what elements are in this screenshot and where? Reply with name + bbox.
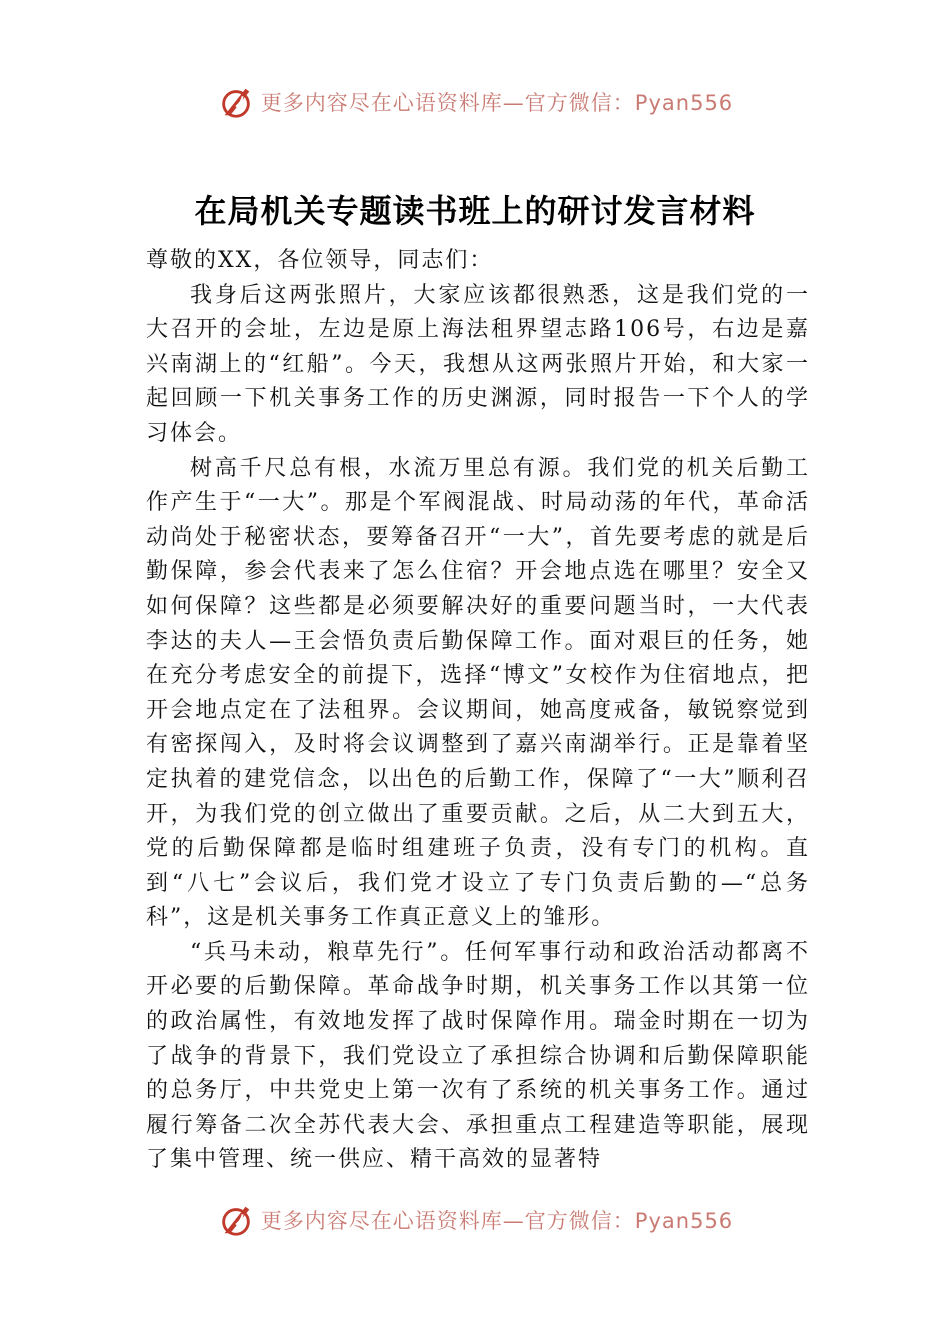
- document-title: 在局机关专题读书班上的研讨发言材料: [194, 192, 756, 230]
- footer-banner-text: 更多内容尽在心语资料库—官方微信：Pyan556: [260, 1209, 734, 1233]
- header-banner-text: 更多内容尽在心语资料库—官方微信：Pyan556: [260, 91, 734, 115]
- quill-logo-icon: [217, 83, 255, 121]
- header-banner: [0, 80, 950, 124]
- footer-banner: [0, 1198, 950, 1242]
- paragraph-2: 树高千尺总有根，水流万里总有源。我们党的机关后勤工作产生于“一大”。那是个军阀混战、时局动荡的年代，革命活动尚处于秘密状态，要筹备召开“一大”，首先要考虑的就是后勤保障，参会代表来了怎么住宿？开会地点选在哪里？安全又如何保障？这些都是必须要解决好的重要问题当时，一大代表李达的夫人—王会悟负责后勤保障工作。面对艰巨的任务，她在充分考虑安全的前提下，选择“博文”女校作为住宿地点，把开会地点定在了法租界。会议期间，她高度戒备，敏锐察觉到有密探闯入，及时将会议调整到了嘉兴南湖举行。正是靠着坚定执着的建党信念，以出色的后勤工作，保障了“一大”顺利召开，为我们党的创立做出了重要贡献。之后，从二大到五大，党的后勤保障都是临时组建班子负责，没有专门的机构。直到“八七”会议后，我们党才设立了专门负责后勤的—“总务科”，这是机关事务工作真正意义上的雏形。: [146, 455, 810, 931]
- paragraph-3: “兵马未动，粮草先行”。任何军事行动和政治活动都离不开必要的后勤保障。革命战争时期，机关事务工作以其第一位的政治属性，有效地发挥了战时保障作用。瑞金时期在一切为了战争的背景下，我们党设立了承担综合协调和后勤保障职能的总务厅，中共党史上第一次有了系统的机关事务工作。通过履行筹备二次全苏代表大会、承担重点工程建造等职能，展现了集中管理、统一供应、精干高效的显著特: [146, 939, 810, 1173]
- document-body: [146, 244, 810, 1178]
- quill-logo-icon: [217, 1201, 255, 1239]
- paragraph-1: 我身后这两张照片，大家应该都很熟悉，这是我们党的一大召开的会址，左边是原上海法租界望志路106号，右边是嘉兴南湖上的“红船”。今天，我想从这两张照片开始，和大家一起回顾一下机关事务工作的历史渊源，同时报告一下个人的学习体会。: [146, 282, 810, 446]
- salutation: 尊敬的XX，各位领导，同志们：: [146, 248, 494, 273]
